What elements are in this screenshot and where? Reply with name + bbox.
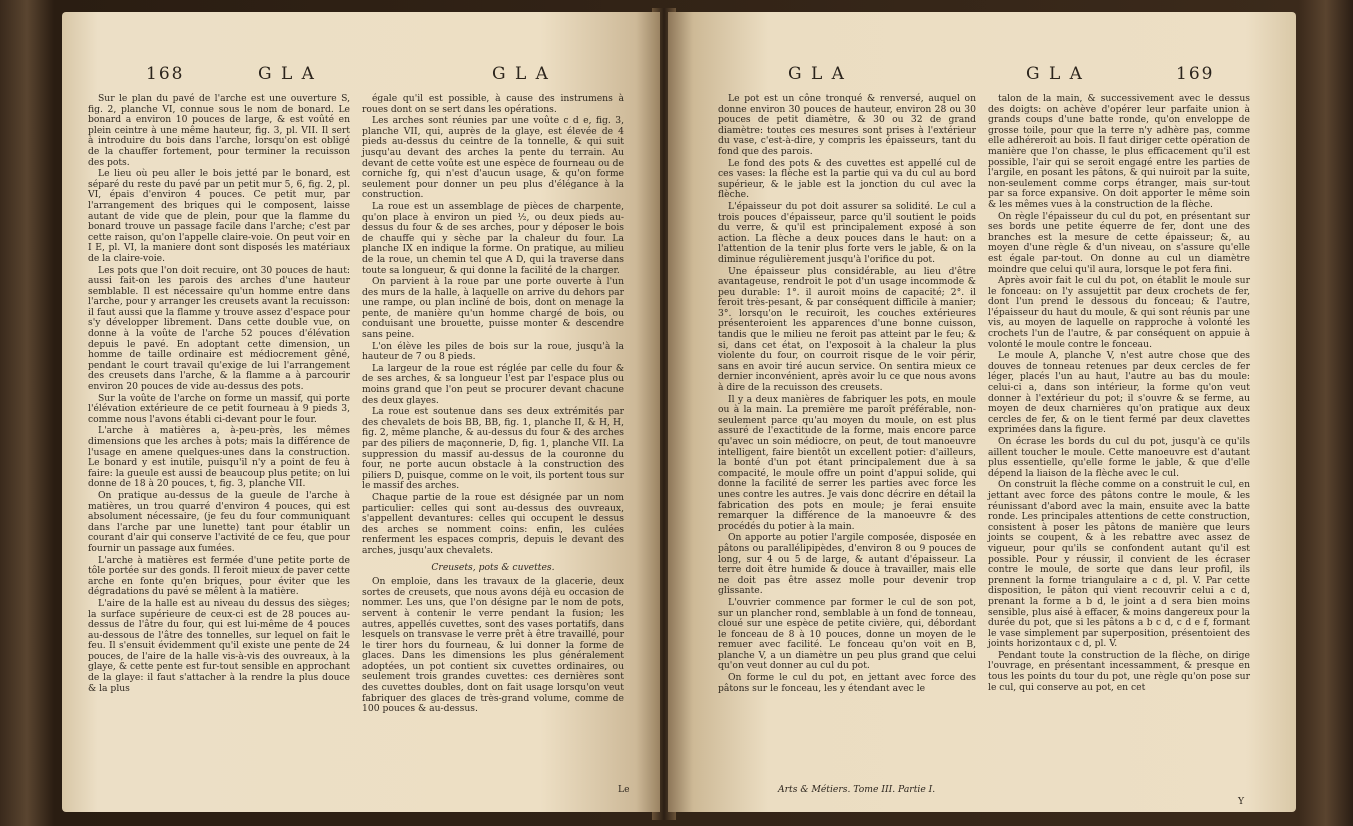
catchword: Le (618, 784, 630, 795)
paragraph: On pratique au-dessus de la gueule de l'arche à matières, un trou quarré d'environ 4 pouces, qui est absolument nécessaire, (je feu du four communiquant dans l'arche par une lunette) tant pour établir un courant d'air qui conserve l'activité de ce feu, que pour fournir un passage aux fumées. (88, 489, 350, 554)
paragraph: Les pots que l'on doit recuire, ont 30 pouces de haut: aussi fait-on les parois des arches d'une hauteur semblable. Il est nécessaire qu'un homme entre dans l'arche, pour y arranger les creusets avant la recuisson: il faut aussi que la flamme y trouve assez d'espace pour s'y développer librement. Dans cette double vue, on donne à la voûte de l'arche 52 pouces d'élévation depuis le pavé. En adoptant cette dimension, un homme de taille ordinaire est médiocrement gêné, pendant le court travail qu'exige de lui l'arrangement des creusets dans l'arche, & la flamme a à parcourir environ 20 pouces de vide au-dessus des pots. (88, 264, 350, 393)
paragraph: Une épaisseur plus considérable, au lieu d'être avantageuse, rendroit le pot d'un usage incommode & peu durable: 1°. il auroit moins de capacité; 2°. il feroit très-pesant, & par conséquent difficile à manier; 3°. lorsqu'on le recuiroit, les couches extérieures présenteroient les apparences d'une bonne cuisson, tandis que le milieu ne feroit pas atteint par le feu; & si, dans cet état, on l'exposoit à la chaleur la plus violente du four, on courroit risque de le voir périr, sans en avoir tiré aucun service. On sentira mieux ce dernier inconvénient, après avoir lu ce que nous avons à dire de la recuisson des creusets. (718, 265, 976, 394)
paragraph: On parvient à la roue par une porte ouverte à l'un des murs de la halle, à laquelle on arrive du dehors par une rampe, ou plan incliné de bois, dont on menage la pente, de manière qu'un homme chargé de bois, ou conduisant une brouette, puisse monter & descendre sans peine. (362, 276, 624, 341)
left-column-1 (88, 94, 350, 695)
page-footer: Arts & Métiers. Tome III. Partie I. (778, 784, 936, 795)
paragraph: égale qu'il est possible, à cause des instrumens à roues dont on se sert dans les opérations. (362, 93, 624, 115)
paragraph: On forme le cul du pot, en jettant avec force des pâtons sur le fonceau, les y étendant avec le (718, 672, 976, 694)
paragraph: La roue est un assemblage de pièces de charpente, qu'on place à environ un pied ½, ou deux pieds au-dessus du four & de ses arches, pour y déposer le bois de chauffe qui y sèche par la chaleur du four. La planche IX en indique la forme. On pratique, au milieu de la roue, un chemin tel que A D, qui la traverse dans toute sa longueur, & qui donne la facilité de la charger. (362, 200, 624, 276)
left-header-left: G L A (258, 64, 316, 84)
paragraph: Après avoir fait le cul du pot, on établit le moule sur le fonceau: on l'y assujettit par deux crochets de fer, dont l'un prend le dessous du fonceau; & l'autre, l'épaisseur du haut du moule, & qui sont réunis par une vis, au moyen de laquelle on rapproche à volonté les crochets l'un de l'autre, & par conséquent on appuie à volonté le moule contre le fonceau. (988, 275, 1250, 350)
paragraph: L'arche à matières a, à-peu-près, les mêmes dimensions que les arches à pots; mais la différence de l'usage en amene quelques-unes dans la construction. Le bonard y est inutile, puisqu'il n'y a point de feu à faire: la gueule est aussi de beaucoup plus petite; on lui donne de 18 à 20 pouces, t, fig. 3, planche VII. (88, 425, 350, 490)
right-page-number: 169 (1176, 64, 1215, 84)
right-header-left: G L A (788, 64, 846, 84)
left-page (62, 12, 660, 812)
paragraph: On construit la flèche comme on a construit le cul, en jettant avec force des pâtons contre le moule, & les réunissant d'abord avec la main, ensuite avec la batte ronde. Les principales attentions de cette construction, consistent à poser les pâtons de manière que leurs joints se coupent, & à les rebattre avec assez de vigueur, pour qu'ils se confondent autant qu'il est possible. Pour y réussir, il convient de les écraser contre le moule, de sorte que dans leur profil, ils prennent la forme triangulaire a c d, pl. V. Par cette disposition, le pâton qui vient recouvrir celui a c d, prenant la forme a b d, le joint a d sera bien moins sensible, plus aisé à effacer, & moins dangereux pour la durée du pot, que si les pâtons a b c d, c d e f, formant le vase simplement par superposition, présentoient des joints horizontaux c d, pl. V. (988, 479, 1250, 650)
right-page (668, 12, 1296, 812)
paragraph: talon de la main, & successivement avec le dessus des doigts: on achève d'opérer leur parfaite union à grands coups d'une batte ronde, qu'on enveloppe de grosse toile, pour que la terre n'y adhère pas, comme elle adhéreroit au bois. Il faut diriger cette opération de manière que l'on chasse, le plus efficacement qu'il est possible, l'air qui se seroit engagé entre les parties de l'argile, en posant les pâtons, & qui nuiroit par la suite, non-seulement comme corps étranger, mais sur-tout par sa force expansive. On doit apporter le même soin & les mêmes vues à la construction de la flèche. (988, 93, 1250, 210)
left-header-right: G L A (492, 64, 550, 84)
paragraph: On règle l'épaisseur du cul du pot, en présentant sur ses bords une petite équerre de fer, dont une des branches est la mesure de cette épaisseur; &, au moyen d'une règle & d'un niveau, on s'assure qu'elle est égale par-tout. On donne au cul un diamètre moindre que celui qu'il aura, lorsque le pot fera fini. (988, 210, 1250, 275)
paragraph: Sur la voûte de l'arche on forme un massif, qui porte l'élévation extérieure de ce petit fourneau à 9 pieds 3, comme nous l'avons établi ci-devant pour le four. (88, 392, 350, 425)
section-heading: Creusets, pots & cuvettes. (431, 561, 555, 573)
paragraph: On apporte au potier l'argile composée, disposée en pâtons ou parallélipipèdes, d'environ 8 ou 9 pouces de long, sur 4 ou 5 de large, & autant d'épaisseur. La terre doit être humide & douce à travailler, mais elle ne doit pas être assez molle pour devenir trop glissante. (718, 532, 976, 597)
right-column-1 (718, 94, 976, 695)
paragraph: Chaque partie de la roue est désignée par un nom particulier: celles qui sont au-dessus des ouvreaux, s'appellent devantures: celles qui occupent le dessus des arches se nomment coins: enfin, les culées renferment les espaces compris, depuis le devant des arches, jusqu'aux chevalets. (362, 491, 624, 556)
paragraph: Le lieu où peu aller le bois jetté par le bonard, est séparé du reste du pavé par un petit mur 5, 6, fig. 2, pl. VI, épais d'environ 4 pouces. Ce petit mur, par l'arrangement des briques qui le composent, laisse autant de vide que de plein, pour que la flamme du bonard trouve un passage facile dans l'arche; c'est par cette raison, qu'on l'appelle claire-voie. On peut voir en I E, pl. VI, la maniere dont sont disposés les matériaux de la claire-voie. (88, 168, 350, 264)
right-column-2 (988, 94, 1250, 694)
paragraph: L'on élève les piles de bois sur la roue, jusqu'à la hauteur de 7 ou 8 pieds. (362, 340, 624, 363)
paragraph: On emploie, dans les travaux de la glacerie, deux sortes de creusets, que nous avons déjà eu occasion de nommer. Les uns, que l'on désigne par le nom de pots, servent à contenir le verre pendant la fusion; les autres, appellés cuvettes, sont des vases portatifs, dans lesquels on transvase le verre prêt à être travaillé, pour le tirer hors du fourneau, & lui donner la forme de glaces. Dans les dimensions les plus généralement adoptées, un pot contient six cuvettes ordinaires, ou seulement trois grandes cuvettes: ces dernières sont des cuvettes doubles, dont on fait usage lorsqu'on veut fabriquer des glaces de très-grand volume, comme de 100 pouces & au-dessus. (362, 576, 624, 715)
paragraph: La largeur de la roue est réglée par celle du four & de ses arches, & sa longueur l'est par l'espace plus ou moins grand que l'on peut se procurer devant chacune des deux glayes. (362, 362, 624, 406)
paragraph: La roue est soutenue dans ses deux extrémités par des chevalets de bois BB, BB, fig. 1, planche II, & H, H, fig. 2, même planche, & au-dessus du four & des arches par des piliers de maçonnerie, D, fig. 1, planche VII. La suppression du massif au-dessus de la couronne du four, ne porte aucun obstacle à la construction des piliers D, puisque, comme on le voit, ils portent tous sur le massif des arches. (362, 406, 624, 492)
right-header-right: G L A (1026, 64, 1084, 84)
paragraph: L'épaisseur du pot doit assurer sa solidité. Le cul a trois pouces d'épaisseur, parce qu'il soutient le poids du verre, & qu'il est principalement exposé à son action. La flèche a deux pouces dans le haut: on a l'attention de la tenir plus forte vers le jable, & on la diminue régulièrement jusqu'à l'orifice du pot. (718, 200, 976, 265)
paragraph: Le fond des pots & des cuvettes est appellé cul de ces vases: la flèche est la partie qui va du cul au bord supérieur, & le jable est la jonction du cul avec la flèche. (718, 157, 976, 201)
paragraph: L'aire de la halle est au niveau du dessus des sièges; la surface supérieure de ceux-ci est de 28 pouces au-dessus de l'âtre du four, qui est lui-même de 4 pouces au-dessous de l'âtre des tonnelles, sur lequel on fait le feu. Il s'ensuit évidemment qu'il existe une pente de 24 pouces, de l'aire de la halle vis-à-vis des ouvreaux, à la glaye, & cette pente est fur-tout sensible en approchant de la glaye: il faut s'attacher à la rendre la plus douce & la plus (88, 597, 350, 694)
paragraph: L'ouvrier commence par former le cul de son pot, sur un plancher rond, semblable à un fond de tonneau, cloué sur une espèce de petite civière, qui, débordant le fonceau de 8 à 10 pouces, donne un moyen de le remuer avec facilité. Le fonceau qu'on voit en B, planche V, a un diamètre un peu plus grand que celui qu'on veut donner au cul du pot. (718, 596, 976, 672)
paragraph: Le moule A, planche V, n'est autre chose que des douves de tonneau retenues par deux cercles de fer léger, placés l'un au haut, l'autre au bas du moule: celui-ci a, dans son intérieur, la forme qu'on veut donner à l'extérieur du pot; il s'ouvre & se ferme, au moyen de deux charnières qu'on pratique aux deux cercles de fer, & on le tient fermé par deux clavettes exprimées dans la figure. (988, 350, 1250, 436)
paragraph: L'arche à matières est fermée d'une petite porte de tôle portée sur des gonds. Il feroit mieux de paver cette arche en fonte qu'en briques, pour éviter que les dégradations du pavé se mêlent à la matière. (88, 554, 350, 598)
paragraph: Il y a deux manières de fabriquer les pots, en moule ou à la main. La première me paroît préférable, non-seulement parce qu'au moyen du moule, on est plus assuré de l'exactitude de la forme, mais encore parce qu'avec un soin médiocre, on peut, de tout manoeuvre intelligent, faire bientôt un excellent potier: d'ailleurs, la bonté d'un pot étant principalement due à sa compacité, le moule offre un point d'appui solide, qui donne la facilité de serrer les parties avec force les unes contre les autres. Je vais donc décrire en détail la fabrication des pots en moule; je ferai ensuite remarquer la différence de la manoeuvre & des procédés du potier à la main. (718, 393, 976, 532)
paragraph: Les arches sont réunies par une voûte c d e, fig. 3, planche VII, qui, auprès de la glaye, est élevée de 4 pieds au-dessus du ceintre de la tonnelle, & qui suit jusqu'au devant des arches la pente du terrain. Au devant de cette voûte est une espèce de fourneau ou de corniche fg, qui n'est d'aucun usage, & qu'on forme seulement pour donner un peu plus d'élégance à la construction. (362, 115, 624, 201)
signature-mark: Y (1238, 796, 1245, 807)
paragraph: Sur le plan du pavé de l'arche est une ouverture S, fig. 2, planche VI, connue sous le nom de bonard. Le bonard a environ 10 pouces de large, & est voûté en plein ceintre à une même hauteur, fig. 3, pl. VII. Il sert à introduire du bois dans l'arche, lorsqu'on est obligé de la chauffer fortement, pour terminer la recuisson des pots. (88, 93, 350, 168)
left-column-2 (362, 94, 624, 716)
paragraph: Pendant toute la construction de la flèche, on dirige l'ouvrage, en présentant incessamment, & presque en tous les points du tour du pot, une règle qu'on pose sur le cul, qui conserve au pot, en cet (988, 649, 1250, 693)
paragraph: Le pot est un cône tronqué & renversé, auquel on donne environ 30 pouces de hauteur, environ 28 ou 30 pouces de petit diamètre, & 30 ou 32 de grand diamètre: toutes ces mesures sont prises à l'extérieur du vase, c'est-à-dire, y compris les épaisseurs, tant du fond que des parois. (718, 93, 976, 157)
paragraph: On écrase les bords du cul du pot, jusqu'à ce qu'ils aillent toucher le moule. Cette manoeuvre est d'autant plus essentielle, qu'elle forme le jable, & que d'elle dépend la liaison de la flèche avec le cul. (988, 436, 1250, 479)
left-page-number: 168 (146, 64, 185, 84)
